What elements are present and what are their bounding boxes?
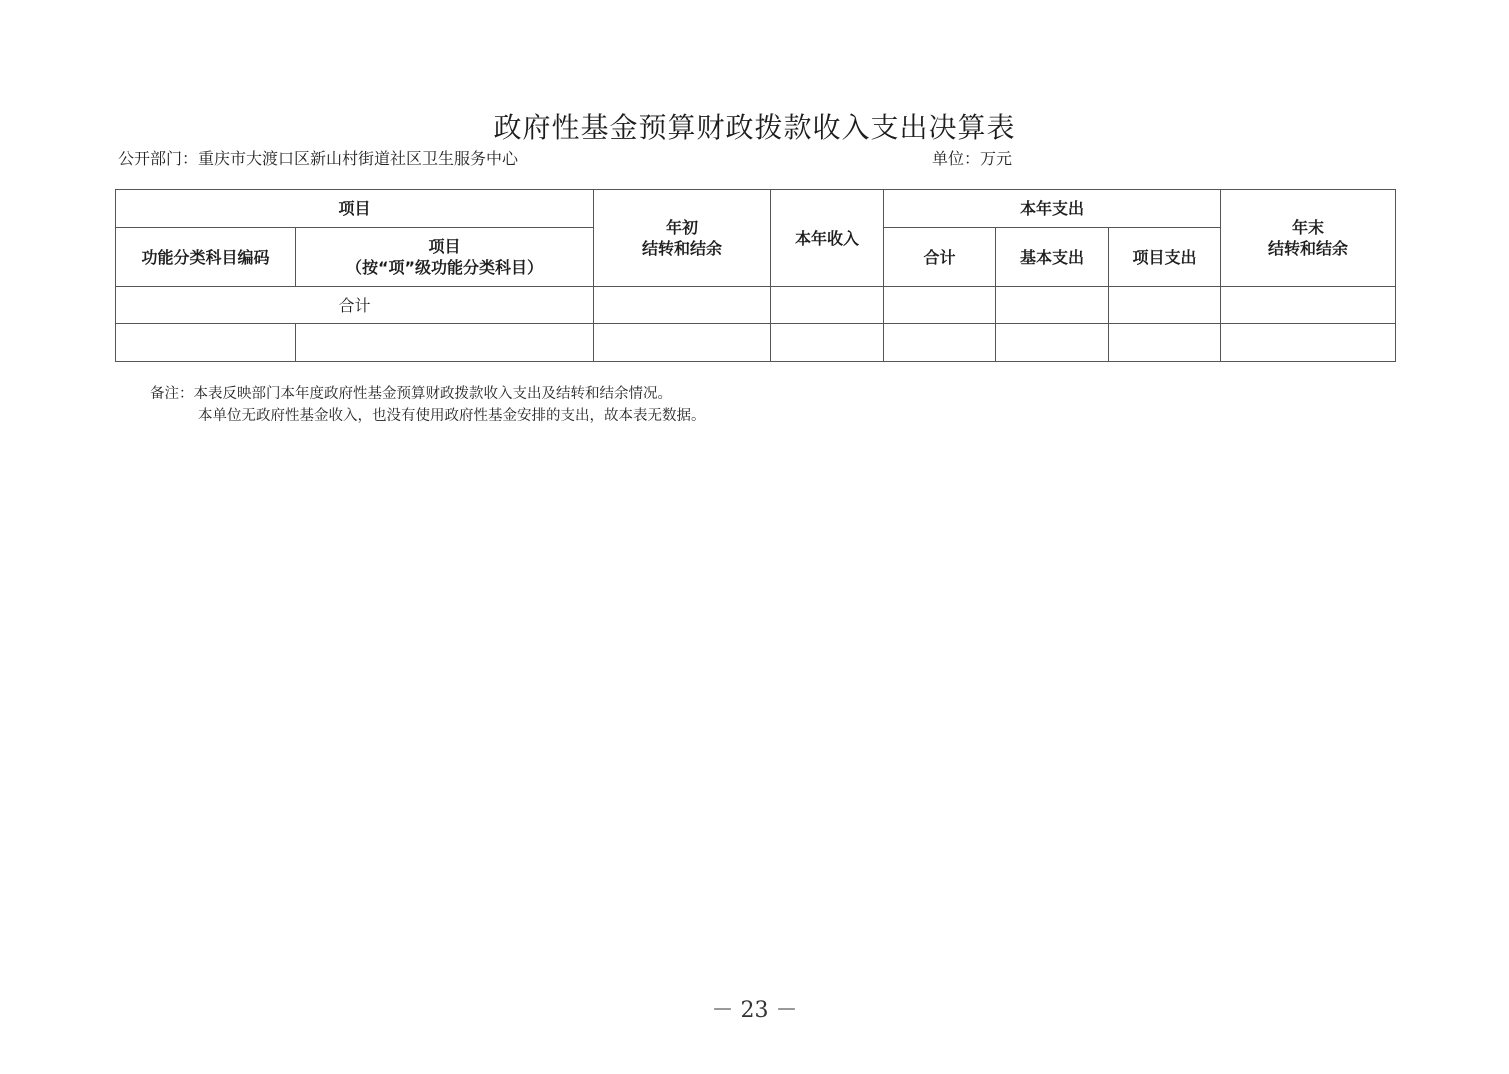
empty-cell bbox=[771, 324, 884, 362]
page-number: － 23 － bbox=[711, 998, 798, 1023]
notes bbox=[150, 383, 706, 427]
header-function-code: 功能分类科目编码 bbox=[116, 228, 296, 287]
total-expense-basic-cell bbox=[996, 287, 1109, 324]
total-end-cell bbox=[1221, 287, 1396, 324]
header-expense-basic: 基本支出 bbox=[996, 228, 1109, 287]
total-begin-cell bbox=[594, 287, 771, 324]
empty-cell bbox=[884, 324, 996, 362]
header-begin-line1: 年初 bbox=[666, 218, 699, 237]
header-begin-line2: 结转和结余 bbox=[642, 239, 723, 258]
total-row-label: 合计 bbox=[116, 287, 594, 324]
empty-cell bbox=[1221, 324, 1396, 362]
header-row-1 bbox=[116, 190, 1396, 228]
header-expense-total: 合计 bbox=[884, 228, 996, 287]
empty-cell bbox=[1109, 324, 1221, 362]
header-end-line1: 年末 bbox=[1292, 218, 1325, 237]
empty-cell bbox=[594, 324, 771, 362]
header-expense: 本年支出 bbox=[884, 190, 1221, 228]
total-income-cell bbox=[771, 287, 884, 324]
header-project-item-line1: 项目 bbox=[428, 237, 461, 256]
header-income: 本年收入 bbox=[771, 190, 884, 287]
header-end-line2: 结转和结余 bbox=[1268, 239, 1349, 258]
empty-cell bbox=[296, 324, 594, 362]
header-expense-project: 项目支出 bbox=[1109, 228, 1221, 287]
note-line-1: 备注：本表反映部门本年度政府性基金预算财政拨款收入支出及结转和结余情况。 bbox=[150, 386, 672, 402]
note-line-2: 本单位无政府性基金收入，也没有使用政府性基金安排的支出，故本表无数据。 bbox=[198, 408, 706, 424]
total-expense-total-cell bbox=[884, 287, 996, 324]
budget-table bbox=[115, 189, 1396, 362]
empty-cell bbox=[996, 324, 1109, 362]
header-project: 项目 bbox=[116, 190, 594, 228]
header-end-balance bbox=[1221, 190, 1396, 287]
department-line: 公开部门：重庆市大渡口区新山村街道社区卫生服务中心 bbox=[118, 149, 519, 168]
table-row bbox=[116, 324, 1396, 362]
empty-cell bbox=[116, 324, 296, 362]
header-begin-balance bbox=[594, 190, 771, 287]
unit-line: 单位：万元 bbox=[932, 149, 1013, 168]
total-expense-project-cell bbox=[1109, 287, 1221, 324]
total-row bbox=[116, 287, 1396, 324]
document-title: 政府性基金预算财政拨款收入支出决算表 bbox=[493, 111, 1016, 144]
header-project-item bbox=[296, 228, 594, 287]
header-project-item-line2: （按“项”级功能分类科目） bbox=[345, 258, 544, 277]
